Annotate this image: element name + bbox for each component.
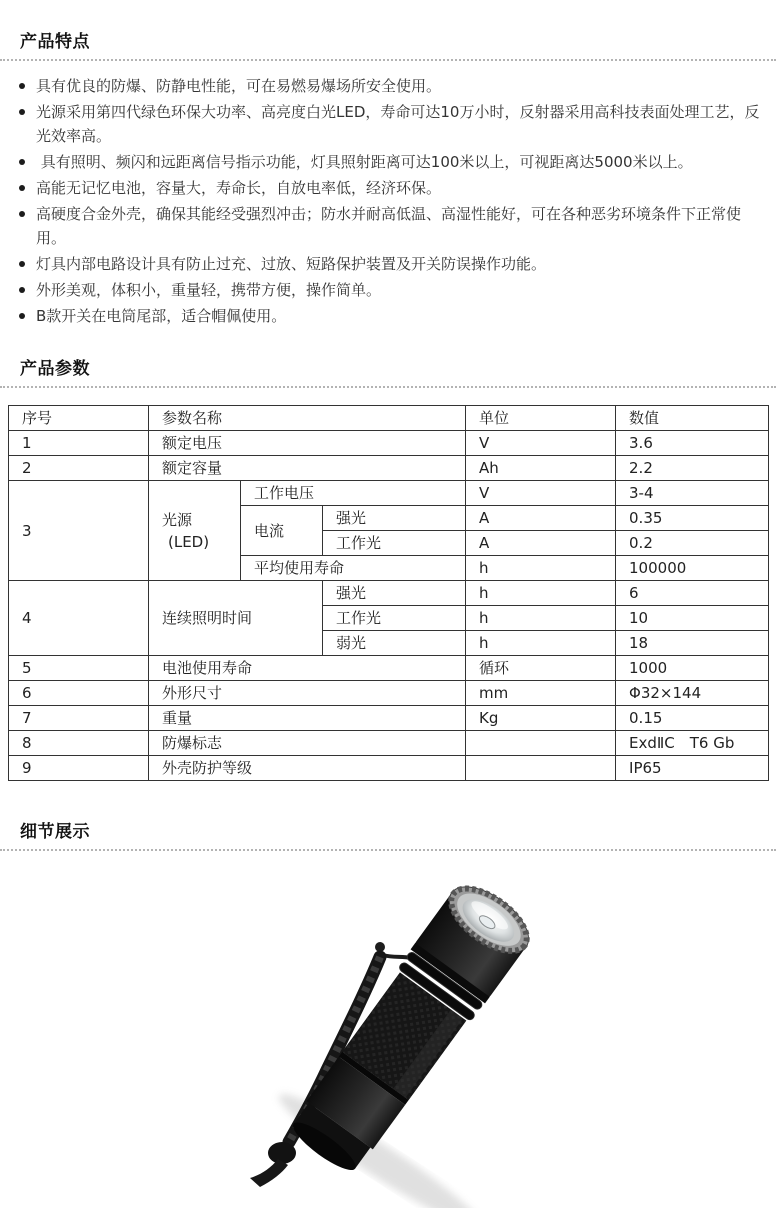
cell-name: 工作光 [323,531,466,556]
cell-name: 重量 [149,706,466,731]
table-row [9,756,769,781]
cell-unit: Ah [466,456,616,481]
cell-value: 1000 [616,656,769,681]
feature-item: 灯具内部电路设计具有防止过充、过放、短路保护装置及开关防误操作功能。 [16,252,760,276]
feature-item: 具有优良的防爆、防静电性能，可在易燃易爆场所安全使用。 [16,74,760,98]
header-no: 序号 [9,406,149,431]
cell-name: 强光 [323,581,466,606]
feature-item: B款开关在电筒尾部，适合帽佩使用。 [16,304,760,328]
cell-name: 额定容量 [149,456,466,481]
feature-item: 高硬度合金外壳，确保其能经受强烈冲击；防水并耐高低温、高湿性能好，可在各种恶劣环境条件下正常使用。 [16,202,760,250]
cell-unit: Kg [466,706,616,731]
features-section-title: 产品特点 [20,32,90,52]
table-row [9,581,769,606]
cell-unit [466,731,616,756]
table-row [9,431,769,456]
params-table [8,405,769,781]
features-list [16,74,760,328]
dotted-divider [0,386,776,388]
table-row [9,731,769,756]
table-row [9,481,769,506]
features-section [0,0,776,328]
cell-unit: h [466,581,616,606]
cell-value: 0.15 [616,706,769,731]
group-line1: 光源 [162,510,193,529]
cell-name: 电池使用寿命 [149,656,466,681]
cell-name: 外壳防护等级 [149,756,466,781]
cell-value: 100000 [616,556,769,581]
cell-group-time: 连续照明时间 [149,581,323,656]
cell-value: 18 [616,631,769,656]
details-section-title: 细节展示 [20,822,90,842]
cell-value: Φ32×144 [616,681,769,706]
cell-name: 额定电压 [149,431,466,456]
cell-unit: A [466,506,616,531]
cell-value: 3.6 [616,431,769,456]
cell-name: 工作光 [323,606,466,631]
cell-value: ExdⅡC T6 Gb [616,731,769,756]
cell-name: 防爆标志 [149,731,466,756]
dotted-divider [0,849,776,851]
cell-no: 2 [9,456,149,481]
cell-no: 8 [9,731,149,756]
table-row [9,681,769,706]
cell-unit: h [466,556,616,581]
cell-value: IP65 [616,756,769,781]
cell-no: 9 [9,756,149,781]
cell-unit: mm [466,681,616,706]
table-header-row [9,406,769,431]
cell-no: 6 [9,681,149,706]
header-unit: 单位 [466,406,616,431]
cell-no: 4 [9,581,149,656]
cell-name: 弱光 [323,631,466,656]
cell-unit: A [466,531,616,556]
cell-name: 平均使用寿命 [241,556,466,581]
cell-value: 2.2 [616,456,769,481]
flashlight-body [281,874,539,1181]
cell-group-led [149,481,241,581]
flashlight-illustration [230,863,580,1208]
cell-unit: 循环 [466,656,616,681]
cell-value: 3-4 [616,481,769,506]
params-section-title: 产品参数 [20,359,90,379]
feature-item: 高能无记忆电池，容量大，寿命长，自放电率低，经济环保。 [16,176,760,200]
details-section [0,781,776,1208]
cell-no: 5 [9,656,149,681]
flashlight-product-photo [230,863,580,1208]
cell-unit [466,756,616,781]
cell-value: 6 [616,581,769,606]
feature-item: 外形美观，体积小，重量轻，携带方便，操作简单。 [16,278,760,302]
cell-unit: h [466,631,616,656]
cell-unit: V [466,481,616,506]
params-section [0,330,776,781]
cell-name: 强光 [323,506,466,531]
header-name: 参数名称 [149,406,466,431]
cell-value: 10 [616,606,769,631]
cell-no: 7 [9,706,149,731]
feature-item: 具有照明、频闪和远距离信号指示功能，灯具照射距离可达100米以上，可视距离达5000米以上。 [16,150,760,174]
cell-value: 0.35 [616,506,769,531]
cell-unit: V [466,431,616,456]
cell-name: 工作电压 [241,481,466,506]
cell-no: 1 [9,431,149,456]
cell-value: 0.2 [616,531,769,556]
table-row [9,456,769,481]
cell-unit: h [466,606,616,631]
group-line2: (LED) [168,532,210,551]
cell-no: 3 [9,481,149,581]
header-value: 数值 [616,406,769,431]
dotted-divider [0,59,776,61]
table-row [9,656,769,681]
cell-current-label: 电流 [241,506,323,556]
table-row [9,706,769,731]
feature-item: 光源采用第四代绿色环保大功率、高亮度白光LED，寿命可达10万小时，反射器采用高科技表面处理工艺，反光效率高。 [16,100,760,148]
cell-name: 外形尺寸 [149,681,466,706]
